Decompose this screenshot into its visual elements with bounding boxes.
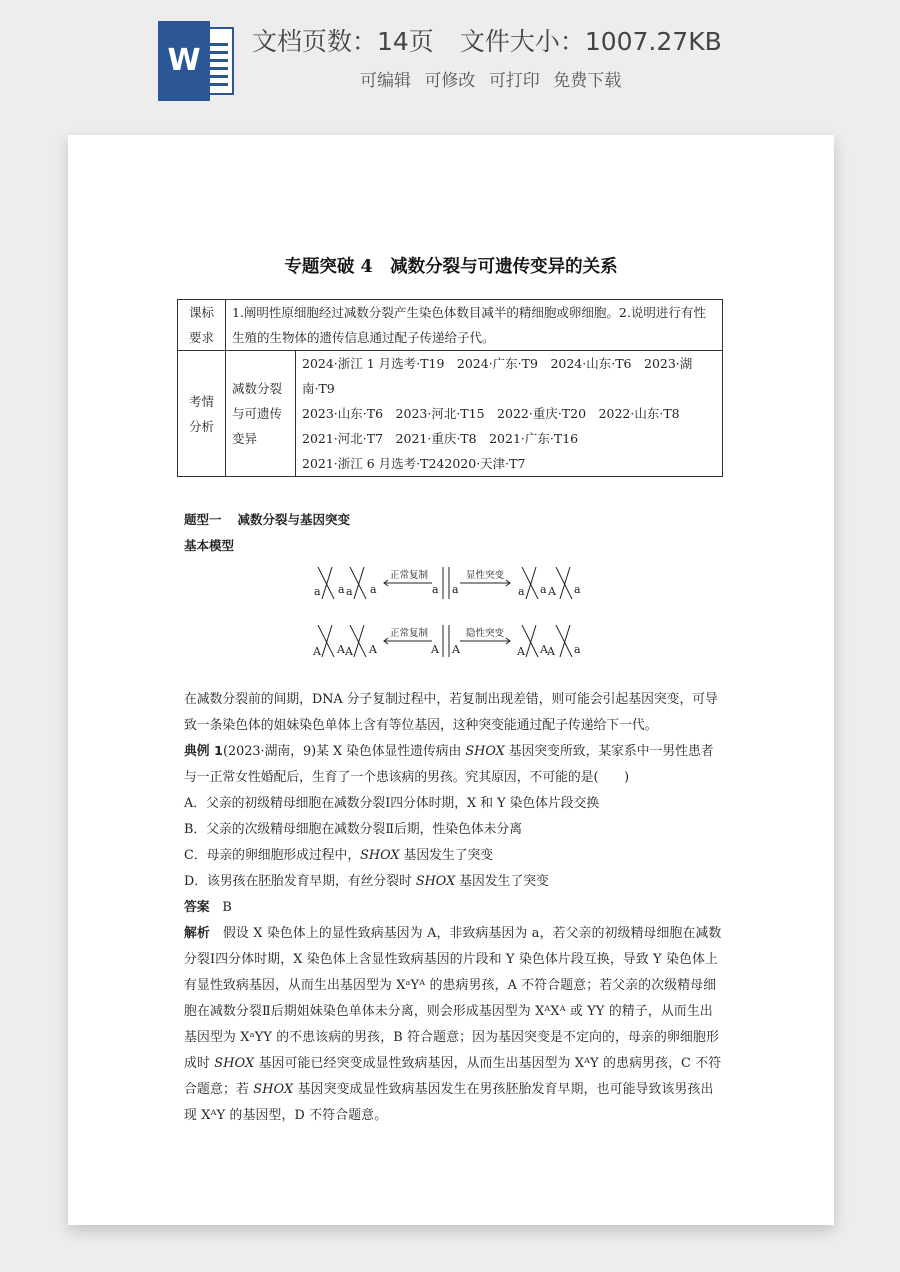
requirements-table bbox=[177, 299, 723, 477]
answer-value: B bbox=[222, 900, 232, 915]
exam-line: 2023·山东·T6 2023·河北·T15 2022·重庆·T20 2022·山东·T8 bbox=[302, 406, 680, 421]
section-heading: 题型一 减数分裂与基因突变 bbox=[184, 512, 351, 527]
answer-line bbox=[184, 895, 724, 921]
allele-label: A bbox=[547, 645, 555, 658]
topic-cell: 减数分裂 与可遗传 变异 bbox=[226, 351, 296, 477]
allele-label: A bbox=[517, 645, 525, 658]
allele-label: A bbox=[337, 643, 345, 656]
option-b: B．父亲的次级精母细胞在减数分裂Ⅱ后期，性染色体未分离 bbox=[184, 822, 523, 837]
allele-label: A bbox=[540, 643, 548, 656]
allele-label: a bbox=[574, 643, 581, 656]
answer-label: 答案 bbox=[184, 900, 210, 915]
feature-list bbox=[360, 66, 629, 91]
allele-label: a bbox=[338, 583, 345, 596]
table-label-cell: 考情 分析 bbox=[178, 351, 226, 477]
allele-label: a bbox=[574, 583, 581, 596]
diagram-row-dominant bbox=[318, 567, 572, 599]
table-row bbox=[178, 300, 723, 351]
exam-line: 2021·河北·T7 2021·重庆·T8 2021·广东·T16 bbox=[302, 431, 579, 446]
analysis-paragraph: 解析 假设 X 染色体上的显性致病基因为 A，非致病基因为 a，若父亲的初级精母细胞在减数分裂Ⅰ四分体时期，X 染色体上含显性致病基因的片段和 Y 染色体片段互换，导致 Y 染色体上有显性致病基因，从而生出基因型为 XᵃYᴬ 的患病男孩，A 不符合题意；若父亲的次级精母细胞在减数分裂Ⅱ后期姐妹染色单体未分离，则会形成基因型为 XᴬXᴬ 或 YY 的精子，从而生出基因型为 XᵃYY 的不患该病的男孩，B 符合题意；因为基因突变是不定向的，母亲的卵细胞形成时 SHOX 基因可能已经突变成显性致病基因，从而生出基因型为 XᴬY 的患病男孩，C 不符合题意；若 SHOX 基因突变成显性致病基因发生在男孩胚胎发育早期，也可能导致该男孩出现 XᴬY 的基因型，D 不符合题意。 bbox=[184, 926, 722, 1123]
arrow-label: 隐性突变 bbox=[466, 628, 505, 639]
option-a: A．父亲的初级精母细胞在减数分裂Ⅰ四分体时期，X 和 Y 染色体片段交换 bbox=[184, 796, 600, 811]
file-info bbox=[252, 22, 722, 58]
arrow-label: 显性突变 bbox=[466, 570, 505, 581]
word-document-icon: W bbox=[158, 21, 238, 101]
arrow-label: 正常复制 bbox=[390, 628, 429, 639]
example-source: (2023·湖南，9) bbox=[222, 744, 317, 759]
example-question: 典例 1(2023·湖南，9)某 X 染色体显性遗传病由 SHOX 基因突变所致，某家系中一男性患者与一正常女性婚配后，生育了一个患该病的男孩。究其原因，不可能的是( ) bbox=[184, 744, 714, 785]
exam-line: 南·T9 bbox=[302, 381, 335, 396]
exam-line: 2024·浙江 1 月选考·T19 2024·广东·T9 2024·山东·T6 2023·湖 bbox=[302, 356, 693, 371]
allele-label: a bbox=[540, 583, 547, 596]
option-c: C．母亲的卵细胞形成过程中，SHOX 基因发生了突变 bbox=[184, 848, 494, 863]
feature-modifiable: 可修改 bbox=[424, 71, 476, 91]
curriculum-requirement-text: 1.阐明性原细胞经过减数分裂产生染色体数目减半的精细胞或卵细胞。2.说明进行有性生殖的生物体的遗传信息通过配子传递给子代。 bbox=[226, 300, 723, 351]
mutation-diagram bbox=[184, 563, 724, 681]
allele-label: A bbox=[345, 645, 353, 658]
feature-free-download: 免费下载 bbox=[553, 71, 622, 91]
allele-label: a bbox=[346, 585, 353, 598]
allele-label: A bbox=[431, 643, 439, 656]
page-title: 专题突破 4 减数分裂与可遗传变异的关系 bbox=[284, 257, 618, 277]
diagram-row-recessive bbox=[318, 625, 572, 657]
file-size: 文件大小：1007.27KB bbox=[459, 27, 722, 56]
feature-printable: 可打印 bbox=[488, 71, 540, 91]
table-row bbox=[178, 351, 723, 477]
allele-label: a bbox=[314, 585, 321, 598]
download-banner bbox=[0, 0, 900, 120]
option-d: D．该男孩在胚胎发育早期，有丝分裂时 SHOX 基因发生了突变 bbox=[184, 874, 549, 889]
intro-paragraph: 在减数分裂前的间期，DNA 分子复制过程中，若复制出现差错，则可能会引起基因突变，可导致一条染色体的姐妹染色单体上含有等位基因，这种突变能通过配子传递给下一代。 bbox=[184, 692, 718, 733]
exam-line: 2021·浙江 6 月选考·T242020·天津·T7 bbox=[302, 456, 526, 471]
allele-label: A bbox=[452, 643, 460, 656]
page-count: 文档页数：14页 bbox=[252, 27, 434, 56]
allele-label: A bbox=[313, 645, 321, 658]
arrow-label: 正常复制 bbox=[390, 570, 429, 581]
allele-label: A bbox=[548, 585, 556, 598]
table-label-cell: 课标 要求 bbox=[178, 300, 226, 351]
document-body bbox=[184, 507, 724, 1129]
allele-label: a bbox=[432, 583, 439, 596]
allele-label: A bbox=[369, 643, 377, 656]
analysis-label: 解析 bbox=[184, 926, 210, 941]
allele-label: a bbox=[452, 583, 459, 596]
model-heading: 基本模型 bbox=[184, 538, 235, 553]
allele-label: a bbox=[370, 583, 377, 596]
document-page bbox=[68, 135, 834, 1225]
allele-label: a bbox=[518, 585, 525, 598]
exam-list-cell bbox=[296, 351, 723, 477]
feature-editable: 可编辑 bbox=[360, 71, 411, 91]
example-label: 典例 1 bbox=[184, 744, 223, 759]
